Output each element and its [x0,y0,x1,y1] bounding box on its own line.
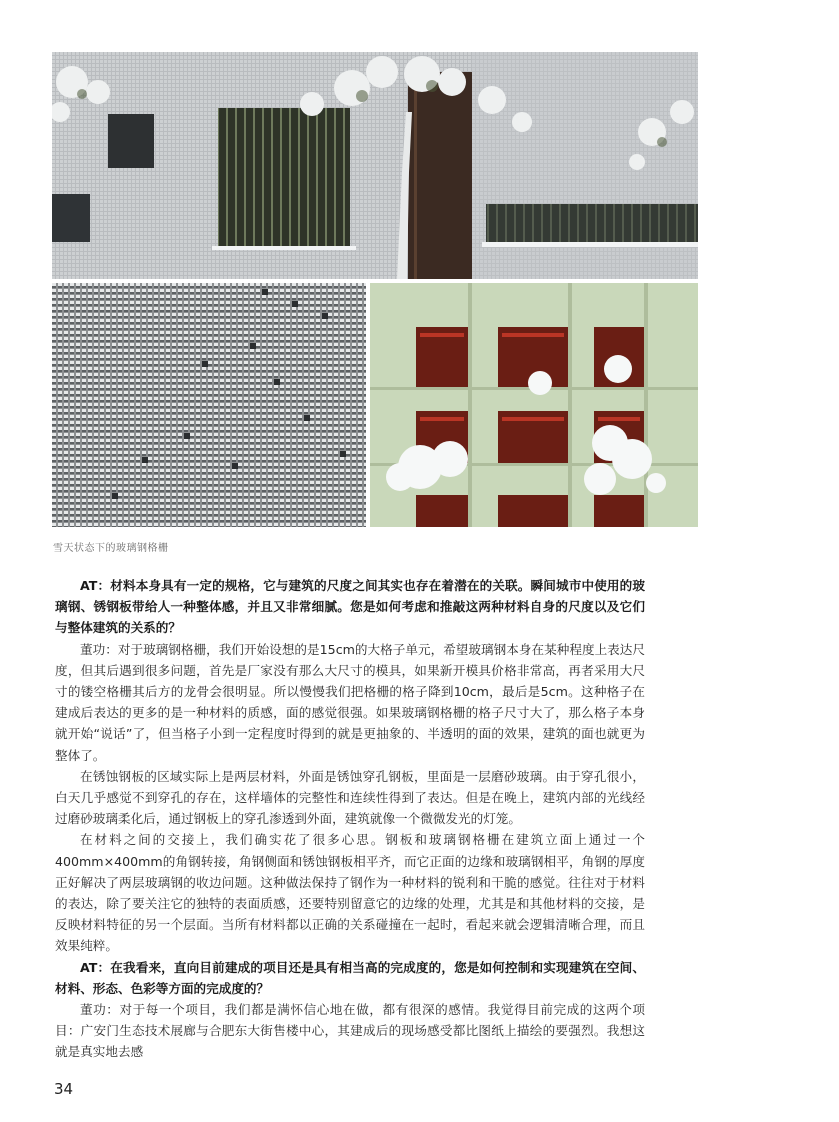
interview-question: AT：在我看来，直向目前建成的项目还是具有相当高的完成度的，您是如何控制和实现建筑在空间、材料、形态、色彩等方面的完成度的？ [55,959,645,996]
interview-answer: 董功：对于每一个项目，我们都是满怀信心地在做，都有很深的感情。我觉得目前完成的这两个项目：广安门生态技术展廊与合肥东大街售楼中心，其建成后的现场感受都比图纸上描绘的要强烈。我想这就是真实地去感 [55,1002,645,1060]
photo-grille-texture [52,283,366,527]
interview-answer: 董功：对于玻璃钢格栅，我们开始设想的是15cm的大格子单元，希望玻璃钢本身在某种程度上表达尺度，但其后遇到很多问题，首先是厂家没有那么大尺寸的模具，如果新开模具价格非常高，再者采用大尺寸的镂空格栅其后方的龙骨会很明显。所以慢慢我们把格栅的格子降到10cm，最后是5cm。这种格子在建成后表达的更多的是一种材料的质感，面的感觉很强。如果玻璃钢格栅的格子尺寸大了，那么格子本身就开始“说话”了，但当格子小到一定程度时得到的就是更抽象的、半透明的面的效果，建筑的面也就更为整体了。 [55,641,645,763]
article-body [55,575,645,1063]
photo-grille-closeup [370,283,698,527]
interview-answer: 在材料之间的交接上，我们确实花了很多心思。钢板和玻璃钢格栅在建筑立面上通过一个400mm×400mm的角钢转接，角钢侧面和锈蚀钢板相平齐，而它正面的边缘和玻璃钢相平，角钢的厚度正好解决了两层玻璃钢的收边问题。这种做法保持了钢作为一种材料的锐利和干脆的感觉。往往对于材料的表达，除了要关注它的独特的表面质感，还要特别留意它的边缘的处理，尤其是和其他材料的交接，是反映材料特征的另一个层面。当所有材料都以正确的关系碰撞在一起时，看起来就会逻辑清晰合理，而且效果纯粹。 [55,832,645,954]
interview-answer: 在锈蚀钢板的区域实际上是两层材料，外面是锈蚀穿孔钢板，里面是一层磨砂玻璃。由于穿孔很小，白天几乎感觉不到穿孔的存在，这样墙体的完整性和连续性得到了表达。但是在晚上，建筑内部的光线经过磨砂玻璃柔化后，通过钢板上的穿孔渗透到外面，建筑就像一个微微发光的灯笼。 [55,768,645,827]
photo-caption: 雪天状态下的玻璃钢格栅 [53,543,169,554]
interview-question: AT：材料本身具有一定的规格，它与建筑的尺度之间其实也存在着潜在的关联。瞬间城市中使用的玻璃钢、锈钢板带给人一种整体感，并且又非常细腻。您是如何考虑和推敲这两种材料自身的尺度以及它们与整体建筑的关系的？ [55,578,645,636]
page-number: 34 [54,1080,74,1098]
photo-snow-facade [52,52,698,279]
